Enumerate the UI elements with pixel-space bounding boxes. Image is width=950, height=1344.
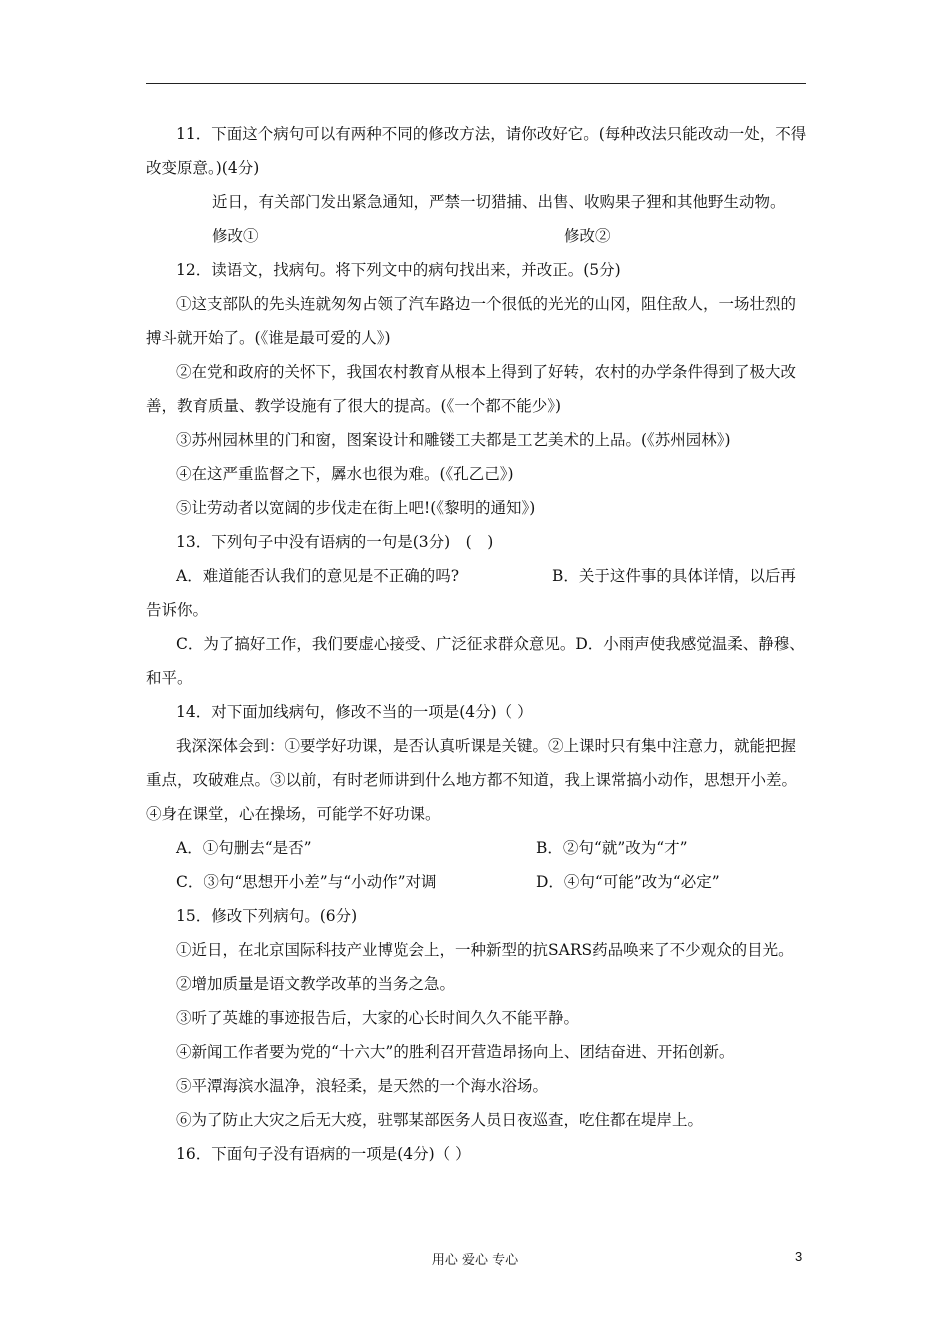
q12-item-2: ②在党和政府的关怀下，我国农村教育从根本上得到了好转，农村的办学条件得到了极大改善，教育质量、教学设施有了很大的提高。(《一个都不能少》): [146, 363, 797, 415]
q13-stem: 13．下列句子中没有语病的一句是(3分) ( ): [176, 533, 494, 551]
q14-passage: 我深深体会到：①要学好功课，是否认真听课是关键。②上课时只有集中注意力，就能把握重点，攻破难点。③以前，有时老师讲到什么地方都不知道，我上课常搞小动作，思想开小差。④身在课堂，心在操场，可能学不好功课。: [146, 737, 798, 823]
q12-item-5: ⑤让劳动者以宽阔的步伐走在街上吧!(《黎明的通知》): [176, 499, 536, 517]
q13-options-ab: A．难道能否认我们的意见是不正确的吗? B．关于这件事的具体详情，以后再告诉你。: [146, 567, 796, 619]
q11-fix-1: 修改①: [212, 227, 259, 245]
q15-item-3: ③听了英雄的事迹报告后，大家的心长时间久久不能平静。: [176, 1009, 580, 1027]
q14-option-b: B．②句“就”改为“才”: [536, 839, 688, 857]
q16-stem: 16．下面句子没有语病的一项是(4分)（ ）: [176, 1145, 471, 1163]
q15-stem: 15．修改下列病句。(6分): [176, 907, 358, 925]
q15-item-4: ④新闻工作者要为党的“十六大”的胜利召开营造昂扬向上、团结奋进、开拓创新。: [176, 1043, 735, 1061]
q11-fix-row: [146, 219, 808, 253]
document-body: [146, 117, 808, 1171]
q12-stem: 12．读语文，找病句。将下列文中的病句找出来，并改正。(5分): [176, 261, 621, 279]
page-number: 3: [795, 1249, 803, 1264]
q15-item-5: ⑤平潭海滨水温净，浪轻柔，是天然的一个海水浴场。: [176, 1077, 549, 1095]
header-rule: [146, 83, 806, 84]
q15-item-2: ②增加质量是语文教学改革的当务之急。: [176, 975, 456, 993]
q12-item-4: ④在这严重监督之下，羼水也很为难。(《孔乙己》): [176, 465, 514, 483]
q11-sentence: 近日，有关部门发出紧急通知，严禁一切猎捕、出售、收购果子狸和其他野生动物。: [212, 193, 786, 211]
q12-item-1: ①这支部队的先头连就匆匆占领了汽车路边一个很低的光光的山冈，阻住敌人，一场壮烈的搏斗就开始了。(《谁是最可爱的人》): [146, 295, 797, 347]
q14-option-d: D．④句“可能”改为“必定”: [536, 873, 720, 891]
q11-fix-2: 修改②: [564, 227, 611, 245]
footer-motto: 用心 爱心 专心: [431, 1253, 519, 1268]
q13-options-cd: C．为了搞好工作，我们要虚心接受、广泛征求群众意见。D．小雨声使我感觉温柔、静穆、和平。: [146, 635, 805, 687]
q15-item-6: ⑥为了防止大灾之后无大疫，驻鄂某部医务人员日夜巡查，吃住都在堤岸上。: [176, 1111, 704, 1129]
q12-item-3: ③苏州园林里的门和窗，图案设计和雕镂工夫都是工艺美术的上品。(《苏州园林》): [176, 431, 731, 449]
q14-option-c: C．③句“思想开小差”与“小动作”对调: [176, 873, 437, 891]
q14-options-row-1: [146, 831, 808, 865]
q14-options-row-2: [146, 865, 808, 899]
q15-item-1: ①近日，在北京国际科技产业博览会上，一种新型的抗SARS药品唤来了不少观众的目光。: [176, 941, 794, 959]
q11-stem: 11．下面这个病句可以有两种不同的修改方法，请你改好它。(每种改法只能改动一处，不得改变原意。)(4分): [146, 125, 807, 177]
q14-stem: 14．对下面加线病句，修改不当的一项是(4分)（ ）: [176, 703, 533, 721]
q14-option-a: A．①句删去“是否”: [176, 839, 312, 857]
